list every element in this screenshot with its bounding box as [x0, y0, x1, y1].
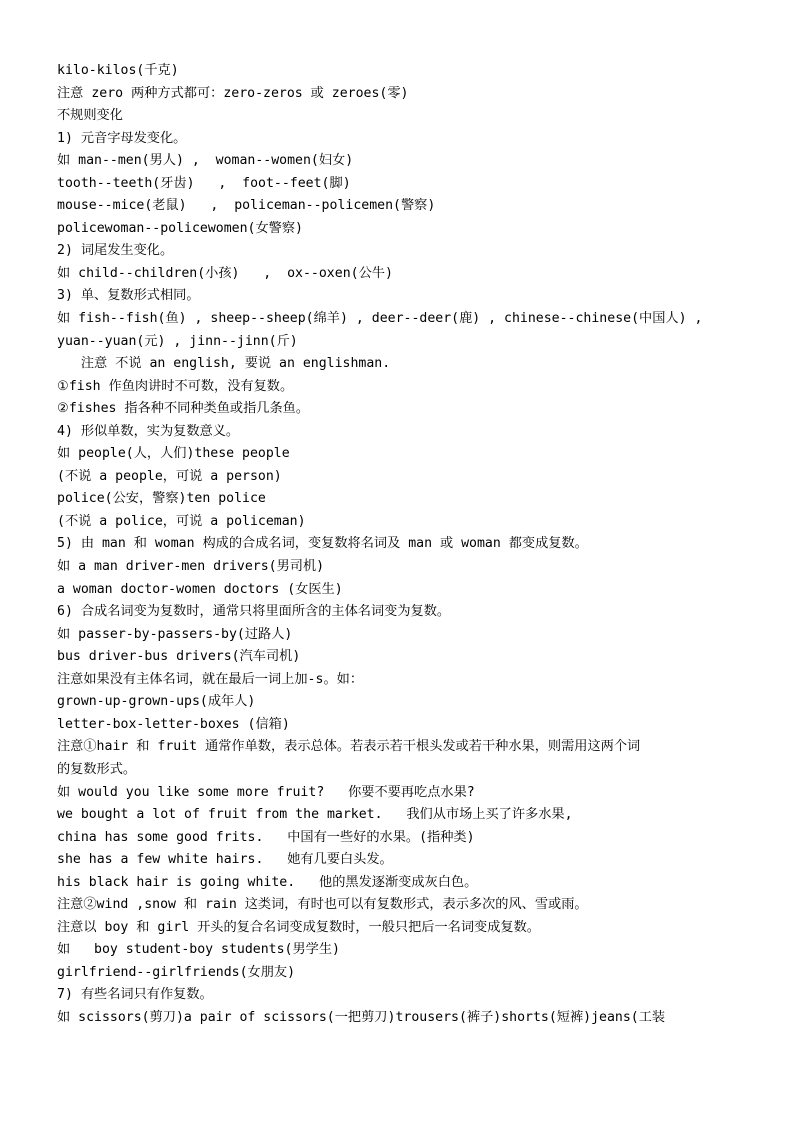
- text-line: 如 man--men(男人) , woman--women(妇女): [57, 153, 354, 169]
- text-line: letter-box-letter-boxes (信箱): [57, 716, 290, 732]
- text-line: she has a few white hairs. 她有几要白头发。: [57, 852, 393, 868]
- text-line: china has some good frits. 中国有一些好的水果。(指种类): [57, 829, 475, 845]
- text-line: 如 scissors(剪刀)a pair of scissors(一把剪刀)trousers(裤子)shorts(短裤)jeans(工装: [57, 1009, 666, 1025]
- text-line: 注意如果没有主体名词，就在最后一词上加-s。如：: [57, 671, 364, 687]
- text-line: kilo-kilos(千克): [57, 63, 179, 78]
- text-line: 如 would you like some more fruit? 你要不要再吃点水果?: [57, 784, 475, 800]
- text-line: (不说 a police，可说 a policeman): [57, 513, 306, 529]
- text-line: policewoman--policewomen(女警察): [57, 220, 303, 236]
- text-line: mouse--mice(老鼠) , policeman--policemen(警察): [57, 198, 436, 214]
- text-line: 5) 由 man 和 woman 构成的合成名词，变复数将名词及 man 或 woman 都变成复数。: [57, 536, 588, 552]
- text-line: ①fish 作鱼肉讲时不可数，没有复数。: [57, 378, 294, 394]
- document-body: [57, 60, 747, 1030]
- text-line: 注意②wind ,snow 和 rain 这类词，有时也可以有复数形式，表示多次的风、雪或雨。: [57, 897, 588, 913]
- text-line: 如 boy student-boy students(男学生): [57, 942, 340, 958]
- text-line: 6) 合成名词变为复数时，通常只将里面所含的主体名词变为复数。: [57, 604, 451, 620]
- text-line: ②fishes 指各种不同种类鱼或指几条鱼。: [57, 401, 310, 417]
- text-line: (不说 a people，可说 a person): [57, 468, 282, 484]
- text-line: 的复数形式。: [57, 761, 137, 777]
- text-line: 注意以 boy 和 girl 开头的复合名词变成复数时，一般只把后一名词变成复数。: [57, 919, 540, 935]
- text-line: 如 fish--fish(鱼) , sheep--sheep(绵羊) , deer--deer(鹿) , chinese--chinese(中国人) ,: [57, 311, 703, 327]
- text-line: 3) 单、复数形式相同。: [57, 288, 200, 304]
- text-line: 2) 词尾发生变化。: [57, 243, 174, 259]
- text-line: a woman doctor-women doctors (女医生): [57, 581, 343, 597]
- text-line: 注意 不说 an english, 要说 an englishman.: [57, 356, 391, 372]
- text-line: 不规则变化: [57, 108, 123, 124]
- text-line: 7) 有些名词只有作复数。: [57, 987, 213, 1003]
- text-line: 1) 元音字母发变化。: [57, 130, 187, 146]
- text-line: 注意①hair 和 fruit 通常作单数，表示总体。若表示若干根头发或若干种水果，则需用这两个词: [57, 739, 641, 755]
- text-line: 注意 zero 两种方式都可：zero-zeros 或 zeroes(零): [57, 85, 409, 101]
- text-line: yuan--yuan(元) , jinn--jinn(斤): [57, 333, 298, 349]
- text-line: 如 people(人，人们)these people: [57, 446, 290, 462]
- text-line: 如 passer-by-passers-by(过路人): [57, 626, 293, 642]
- text-line: tooth--teeth(牙齿) , foot--feet(脚): [57, 175, 351, 191]
- text-line: 如 child--children(小孩) , ox--oxen(公牛): [57, 265, 393, 281]
- text-line: 4) 形似单数，实为复数意义。: [57, 423, 240, 439]
- text-line: bus driver-bus drivers(汽车司机): [57, 649, 301, 665]
- text-line: his black hair is going white. 他的黑发逐渐变成灰白色。: [57, 874, 478, 890]
- text-line: girlfriend--girlfriends(女朋友): [57, 964, 296, 980]
- text-line: we bought a lot of fruit from the market. 我们从市场上买了许多水果,: [57, 807, 573, 823]
- text-line: 如 a man driver-men drivers(男司机): [57, 559, 325, 575]
- text-line: grown-up-grown-ups(成年人): [57, 694, 256, 710]
- text-line: police(公安，警察)ten police: [57, 491, 266, 507]
